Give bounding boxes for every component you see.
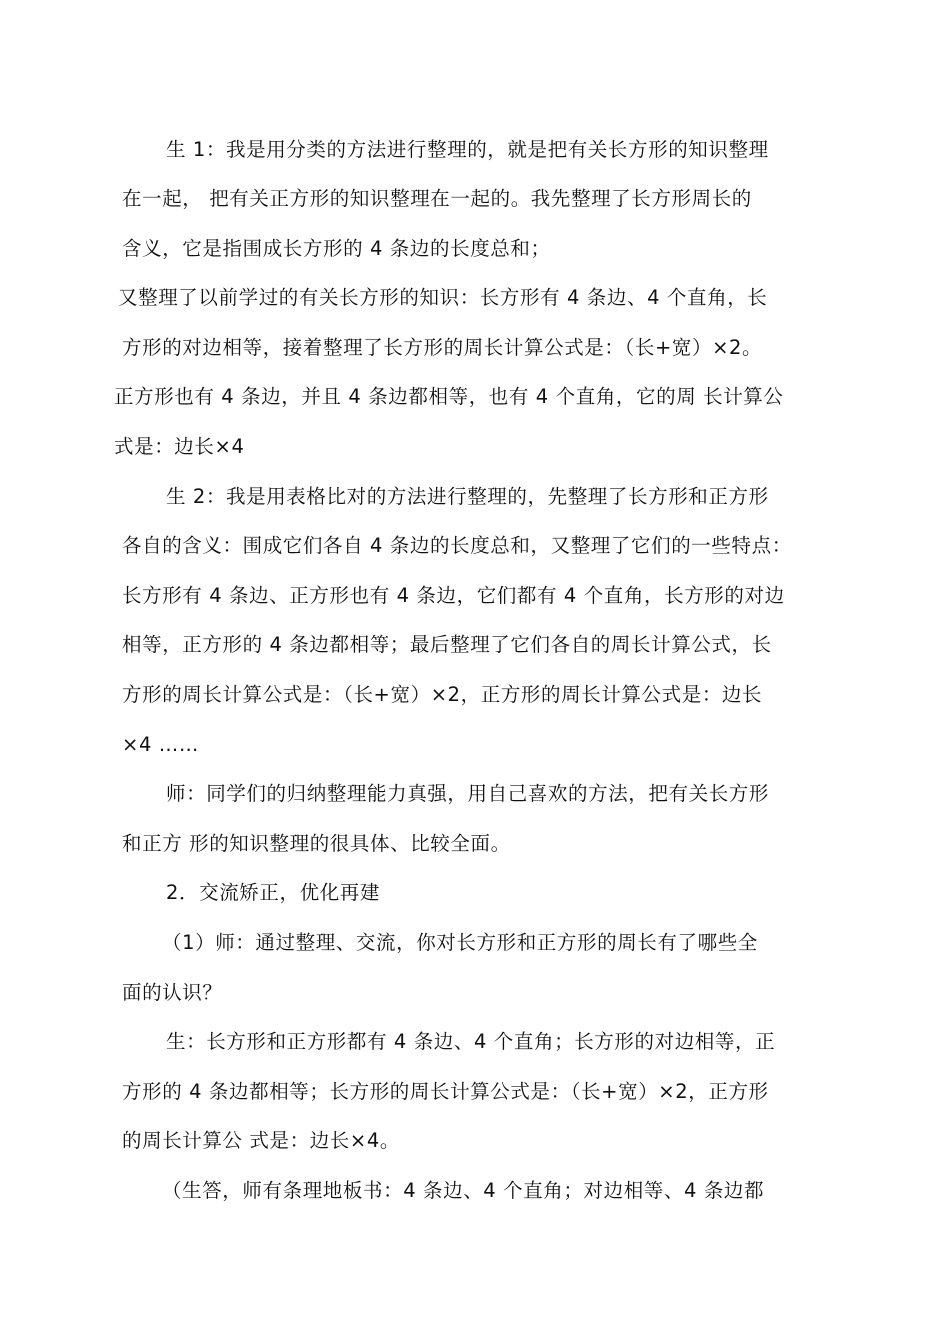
text-line: 含义，它是指围成长方形的 4 条边的长度总和；	[122, 237, 551, 260]
text-line: 各自的含义：围成它们各自 4 条边的长度总和，又整理了它们的一些特点：	[122, 534, 792, 557]
text-line: 生 2：我是用表格比对的方法进行整理的，先整理了长方形和正方形	[166, 485, 769, 508]
text-line: 生：长方形和正方形都有 4 条边、4 个直角；长方形的对边相等，正	[166, 1030, 776, 1053]
text-line: 式是：边长×4	[114, 435, 245, 458]
text-line: 2．交流矫正，优化再建	[166, 881, 381, 904]
text-line: （1）师：通过整理、交流，你对长方形和正方形的周长有了哪些全	[162, 931, 758, 954]
text-line: 方形的 4 条边都相等；长方形的周长计算公式是：（长+宽）×2，正方形	[122, 1080, 769, 1103]
text-line: 生 1：我是用分类的方法进行整理的，就是把有关长方形的知识整理	[166, 138, 769, 161]
text-line: 方形的对边相等，接着整理了长方形的周长计算公式是：（长+宽）×2。	[122, 336, 763, 359]
text-line: 相等，正方形的 4 条边都相等；最后整理了它们各自的周长计算公式，长	[122, 633, 772, 656]
text-line: 的周长计算公 式是：边长×4。	[122, 1129, 400, 1152]
text-line: 面的认识？	[122, 981, 223, 1004]
text-line: 方形的周长计算公式是：（长+宽）×2，正方形的周长计算公式是：边长	[122, 683, 763, 706]
text-line: 又整理了以前学过的有关长方形的知识：长方形有 4 条边、4 个直角，长	[118, 286, 768, 309]
text-line: 正方形也有 4 条边，并且 4 条边都相等，也有 4 个直角，它的周 长计算公	[114, 385, 784, 408]
text-line: 和正方 形的知识整理的很具体、比较全面。	[122, 832, 511, 855]
text-line: 在一起， 把有关正方形的知识整理在一起的。我先整理了长方形周长的	[122, 187, 752, 210]
text-line: 长方形有 4 条边、正方形也有 4 条边，它们都有 4 个直角，长方形的对边	[122, 584, 785, 607]
text-line: （生答，师有条理地板书：4 条边、4 个直角；对边相等、4 条边都	[162, 1179, 765, 1202]
text-line: 师：同学们的归纳整理能力真强，用自己喜欢的方法，把有关长方形	[166, 782, 770, 805]
text-line: ×4 ……	[122, 733, 199, 756]
